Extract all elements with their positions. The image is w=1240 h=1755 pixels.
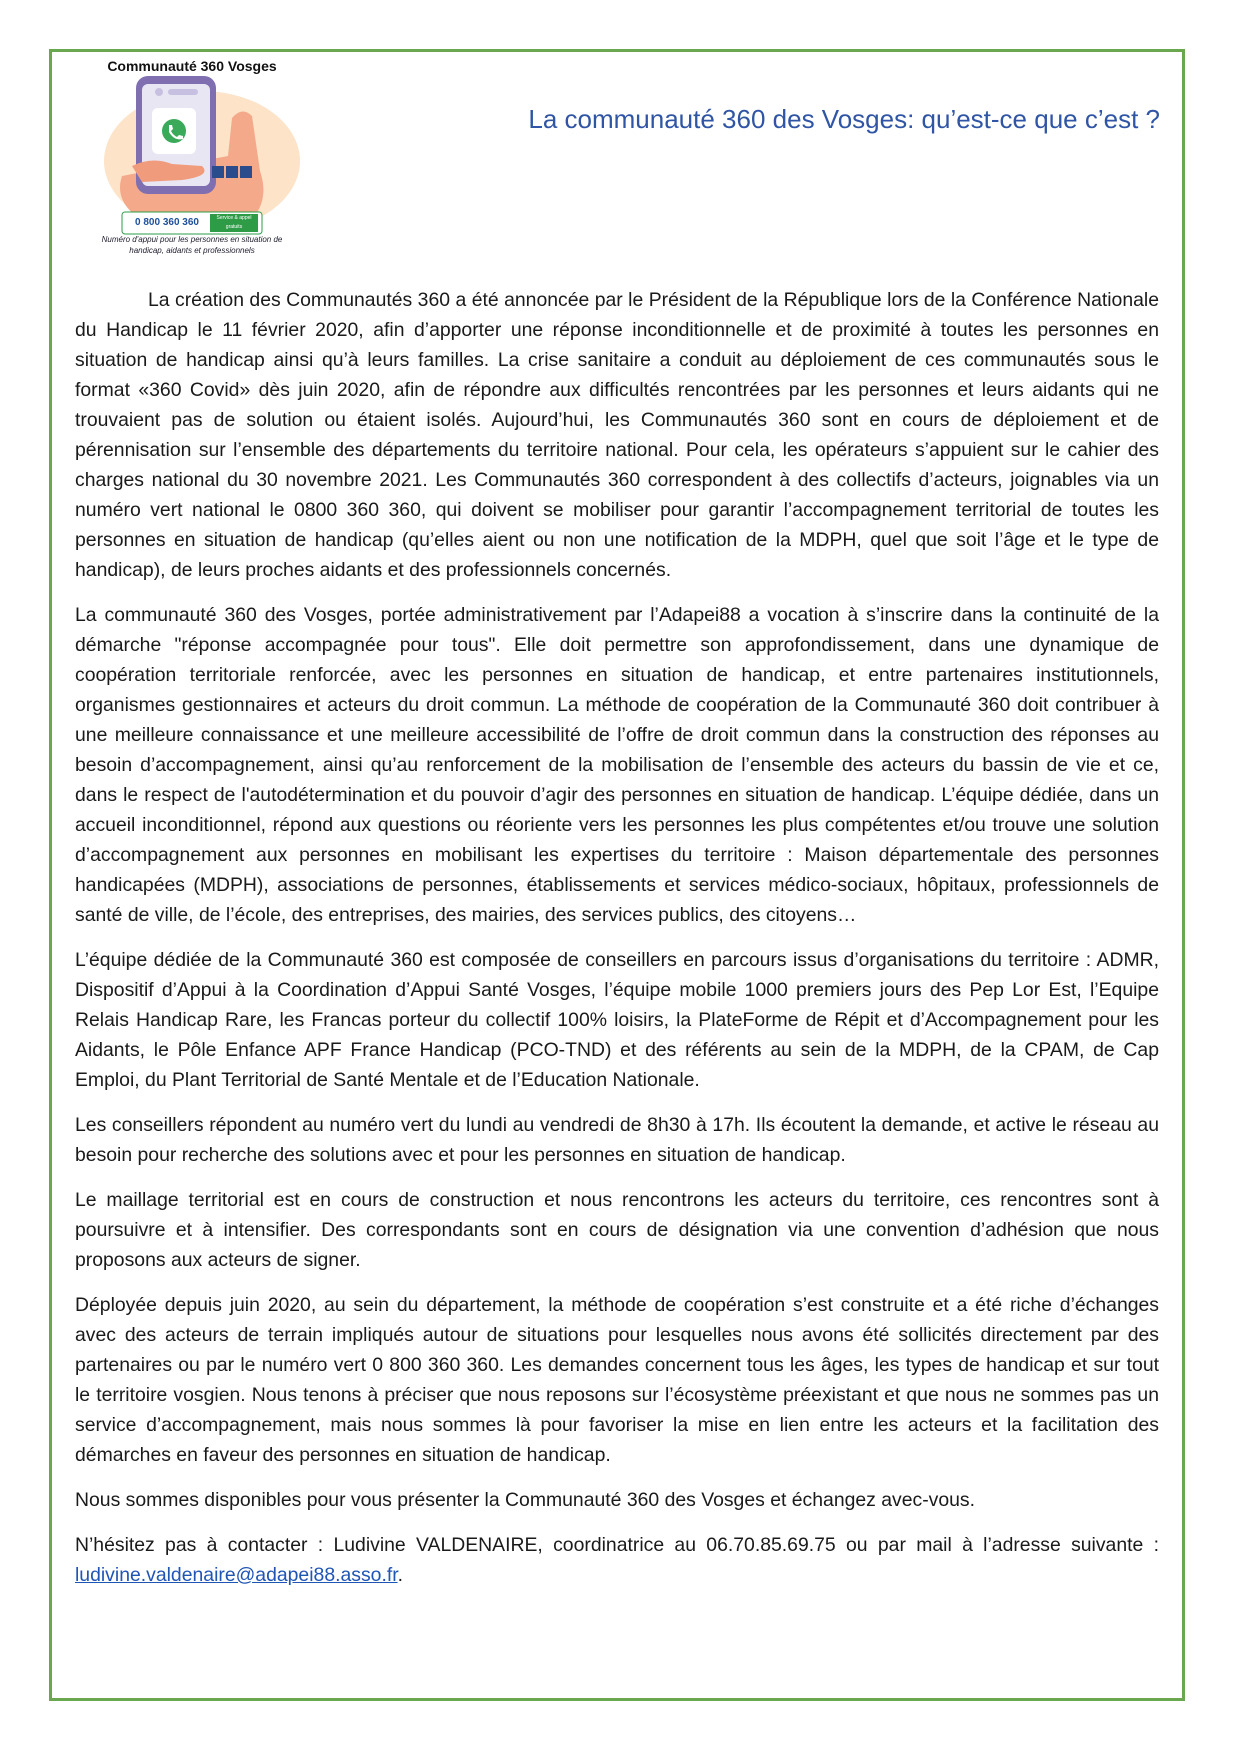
logo [82, 56, 302, 266]
logo-caption: Numéro d'appui pour les personnes en situation de handicap, aidants et professionnels [101, 235, 283, 255]
logo-title: Communauté 360 Vosges [107, 58, 277, 74]
paragraph: La création des Communautés 360 a été annoncée par le Président de la République lors de la Conférence Nationale du Handicap le 11 février 2020, afin d’apporter une réponse inconditionnelle et de proximité à toutes les personnes en situation de handicap ainsi qu’à leurs familles. La crise sanitaire a conduit au déploiement de ces communautés sous le format «360 Covid» dès juin 2020, afin de répondre aux difficultés rencontrées par les personnes et leurs aidants qui ne trouvaient pas de solution ou étaient isolés. Aujourd’hui, les Communautés 360 sont en cours de déploiement et de pérennisation sur l’ensemble des départements du territoire national. Pour cela, les opérateurs s’appuient sur le cahier des charges national du 30 novembre 2021. Les Communautés 360 correspondent à des collectifs d’acteurs, joignables via un numéro vert national le 0800 360 360, qui doivent se mobiliser pour garantir l’accompagnement territorial de toutes les personnes en situation de handicap (qu’elles aient ou non une notification de la MDPH, quel que soit l’âge et le type de handicap), de leurs proches aidants et des professionnels concernés. [75, 289, 1159, 581]
paragraph: La communauté 360 des Vosges, portée administrativement par l’Adapei88 a vocation à s’inscrire dans la continuité de la démarche "réponse accompagnée pour tous". Elle doit permettre son approfondissement, dans une dynamique de coopération territoriale renforcée, avec les personnes en situation de handicap, et entre partenaires institutionnels, organismes gestionnaires et acteurs du droit commun. La méthode de coopération de la Communauté 360 doit contribuer à une meilleure connaissance et une meilleure accessibilité de l’offre de droit commun dans la construction des réponses au besoin d’accompagnement, ainsi qu’au renforcement de la mobilisation de l’ensemble des acteurs du bassin de vie et ce, dans le respect de l'autodétermination et du pouvoir d’agir des personnes en situation de handicap. L’équipe dédiée, dans un accueil inconditionnel, répond aux questions ou réoriente vers les personnes les plus compétentes et/ou trouve une solution d’accompagnement aux personnes en mobilisant les expertises du territoire : Maison départementale des personnes handicapées (MDPH), associations de personnes, établissements et services médico-sociaux, hôpitaux, professionnels de santé de ville, de l’école, des entreprises, des mairies, des services publics, des citoyens… [75, 604, 1159, 926]
email-link[interactable]: ludivine.valdenaire@adapei88.asso.fr [75, 1564, 398, 1586]
body-text [75, 285, 1159, 1605]
logo-number: 0 800 360 360 [135, 217, 199, 228]
paragraph: Déployée depuis juin 2020, au sein du département, la méthode de coopération s’est construite et a été riche d’échanges avec des acteurs de terrain impliqués autour de situations pour lesquelles nous avons été sollicités directement par des partenaires ou par le numéro vert 0 800 360 360. Les demandes concernent tous les âges, les types de handicap et sur tout le territoire vosgien. Nous tenons à préciser que nous reposons sur l’écosystème préexistant et que nous ne sommes pas un service d’accompagnement, mais nous sommes là pour favoriser la mise en lien entre les acteurs et la facilitation des démarches en faveur des personnes en situation de handicap. [75, 1294, 1159, 1466]
paragraph: Nous sommes disponibles pour vous présenter la Communauté 360 des Vosges et échangez avec-vous. [75, 1489, 976, 1511]
contact-paragraph [75, 1530, 1159, 1590]
page-title: La communauté 360 des Vosges: qu’est-ce que c’est ? [528, 104, 1160, 134]
phone-call-icon [162, 119, 186, 143]
paragraph: Les conseillers répondent au numéro vert du lundi au vendredi de 8h30 à 17h. Ils écoutent la demande, et active le réseau au besoin pour recherche des solutions avec et pour les personnes en situation de handicap. [75, 1114, 1159, 1166]
paragraph: L’équipe dédiée de la Communauté 360 est composée de conseillers en parcours issus d’organisations du territoire : ADMR, Dispositif d’Appui à la Coordination d’Appui Santé Vosges, l’équipe mobile 1000 premiers jours des Pep Lor Est, l’Equipe Relais Handicap Rare, les Francas porteur du collectif 100% loisirs, la PlateForme de Répit et d’Accompagnement pour les Aidants, le Pôle Enfance APF France Handicap (PCO-TND) et des référents au sein de la MDPH, de la CPAM, de Cap Emploi, du Plant Territorial de Santé Mentale et de l’Education Nationale. [75, 949, 1159, 1091]
contact-text: N’hésitez pas à contacter : Ludivine VALDENAIRE, coordinatrice au 06.70.85.69.75 ou par mail à l’adresse suivante : [75, 1534, 1159, 1556]
paragraph: Le maillage territorial est en cours de construction et nous rencontrons les acteurs du territoire, ces rencontres sont à poursuivre et à intensifier. Des correspondants sont en cours de désignation via une convention d’adhésion que nous proposons aux acteurs de signer. [75, 1189, 1159, 1271]
logo-badge: Service & appel gratuits [210, 214, 258, 232]
contact-end: . [397, 1564, 403, 1586]
